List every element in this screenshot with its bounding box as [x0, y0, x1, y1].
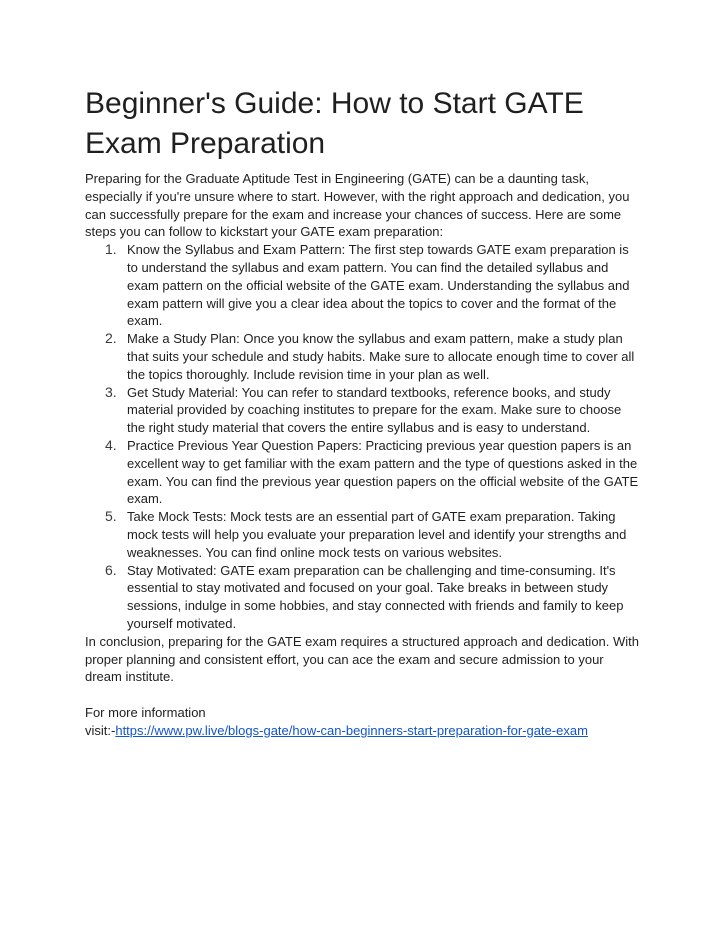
visit-prefix: visit:- — [85, 722, 116, 738]
step-number: 5. — [105, 508, 117, 525]
document-title: Beginner's Guide: How to Start GATE Exam Preparation — [85, 87, 584, 160]
step-number: 4. — [105, 436, 117, 453]
steps-list — [85, 241, 641, 633]
step-item-1 — [85, 241, 641, 330]
conclusion-paragraph: In conclusion, preparing for the GATE exam requires a structured approach and dedication. With proper planning and consistent effort, you can ace the exam and secure admission to your dream institute. — [85, 633, 639, 685]
step-item-2 — [85, 330, 641, 383]
step-text: Stay Motivated: GATE exam preparation can be challenging and time-consuming. It's essential to stay motivated and focused on your goal. Take breaks in between study sessions, indulge in some hobbies, and stay connected with friends and family to keep yourself motivated. — [127, 562, 624, 631]
step-item-3 — [85, 384, 641, 437]
step-number: 1. — [105, 241, 117, 258]
intro-paragraph: Preparing for the Graduate Aptitude Test in Engineering (GATE) can be a daunting task, especially if you're unsure where to start. However, with the right approach and dedication, you can successfully prepare for the exam and increase your chances of success. Here are some steps you can follow to kickstart your GATE exam preparation: — [85, 171, 630, 240]
step-text: Know the Syllabus and Exam Pattern: The first step towards GATE exam preparation is to understand the syllabus and exam pattern. You can find the detailed syllabus and exam pattern on the official website of the GATE exam. Understanding the syllabus and exam pattern will give you a clear idea about the topics to cover and the format of the exam. — [127, 242, 630, 329]
more-info-line: For more information — [85, 704, 206, 720]
step-item-6 — [85, 562, 641, 633]
step-text: Practice Previous Year Question Papers: Practicing previous year question papers is an excellent way to get familiar with the exam pattern and the type of questions asked in the exam. You can find the previous year question papers on the official website of the GATE exam. — [127, 437, 639, 507]
visit-line — [85, 722, 641, 740]
step-item-4 — [85, 437, 641, 508]
blank-line — [85, 686, 641, 704]
step-item-5 — [85, 508, 641, 561]
step-text: Take Mock Tests: Mock tests are an essential part of GATE exam preparation. Taking mock tests will help you evaluate your preparation level and identify your strengths and weaknesses. You can find online mock tests on various websites. — [127, 509, 627, 560]
source-link[interactable]: https://www.pw.live/blogs-gate/how-can-beginners-start-preparation-for-gate-exam — [115, 722, 588, 738]
step-text: Make a Study Plan: Once you know the syllabus and exam pattern, make a study plan that suits your schedule and study habits. Make sure to allocate enough time to cover all the topics thoroughly. Include revision time in your plan as well. — [127, 331, 635, 382]
step-number: 3. — [105, 383, 117, 400]
step-number: 6. — [105, 561, 117, 578]
document-page — [85, 84, 641, 740]
step-text: Get Study Material: You can refer to standard textbooks, reference books, and study material provided by coaching institutes to prepare for the exam. Make sure to choose the right study material that covers the entire syllabus and is easy to understand. — [127, 384, 622, 436]
step-number: 2. — [105, 330, 117, 347]
